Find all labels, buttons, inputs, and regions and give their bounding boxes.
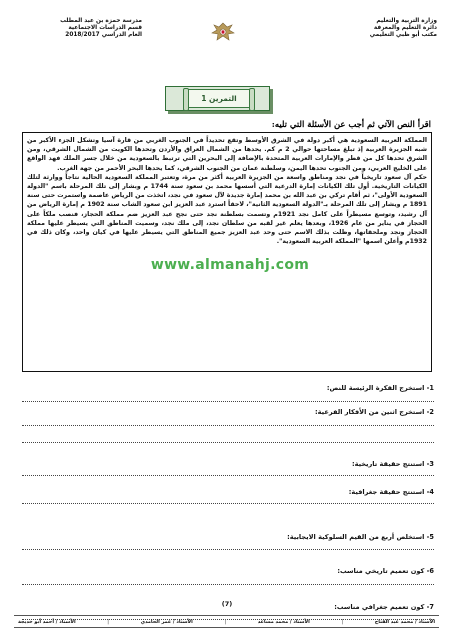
teachers-footer [14, 615, 439, 628]
question-number: 5- [426, 533, 434, 541]
uae-emblem-icon [208, 20, 238, 44]
question-label: كون تعميم تاريخي مناسب: [337, 567, 425, 575]
teacher-name: الأستاذ / محمد عبد الفتاح [374, 618, 435, 625]
answer-line[interactable] [22, 442, 434, 443]
question-text [287, 533, 434, 541]
question-label: استنتج حقيقة تاريخية: [351, 460, 425, 468]
instruction-text: اقرأ النص الآتي ثم أجب عن الأسئلة التي تليه: [271, 119, 431, 129]
academic-year: العام الدراسي 2018/2017 [65, 32, 142, 39]
footer-divider: | [224, 618, 227, 625]
ministry-header [370, 18, 437, 40]
question-text [349, 488, 434, 496]
footer-divider: | [107, 618, 110, 625]
answer-line[interactable] [22, 549, 434, 550]
reading-passage [22, 132, 432, 372]
ministry-name: وزارة التربية والتعليم [376, 18, 437, 24]
question-number: 6- [426, 567, 434, 575]
question-text [327, 384, 434, 392]
question-text [334, 603, 434, 611]
question-number: 3- [426, 460, 434, 468]
page-number: (7) [221, 600, 233, 608]
site-watermark: www.almanahj.com [150, 257, 310, 273]
teacher-name: الأستاذ / عمر الحامدي [140, 618, 193, 625]
passage-paragraph-1: المملكة العربية السعودية هي أكبر دولة في الشرق الأوسط وتقع تحديداً في الجنوب الغربي من قارة آسيا وتشكل الجزء الأكبر من شبه الجزيرة العربية إذ تبلغ مساحتها حوالي 2 م كم. يحدها من الشمال العراق والأردن وتحدها الكويت من الشمال الشرقي، ومن الشرق تحدها كل من قطر والإمارات العربية المتحدة بالإضافة إلى البحرين التي ترتبط بالسعودية من خلال جسر الملك فهد الواقع على الخليج العربي، ومن الجنوب تحدها اليمن، وسلطنة عمان من الجنوب الشرقي، كما يحدها البحر الأحمر من جهة الغرب. [27, 137, 428, 172]
question-label: كون تعميم جغرافي مناسب: [334, 603, 425, 611]
department-name: دائرة التعليم والمعرفة [373, 25, 437, 32]
question-number: 4- [426, 488, 434, 496]
school-name: مدرسة حمزة بن عبد المطلب [60, 18, 142, 24]
question-label: استخرج اثنين من الأفكار الفرعية: [315, 408, 425, 416]
question-number: 1- [426, 384, 434, 392]
question-label: استخرج الفكرة الرئيسة للنص: [326, 384, 425, 392]
answer-line[interactable] [22, 475, 434, 476]
office-name: مكتب أبو ظبي التعليمي [369, 32, 437, 39]
section-name: قسم الدراسات الاجتماعية [68, 25, 142, 32]
answer-line[interactable] [22, 584, 434, 585]
question-text [337, 567, 434, 575]
exercise-label: التمرين 1 [186, 89, 252, 108]
school-header [24, 18, 142, 40]
passage-paragraph-2: حكم آل سعود تاريخياً في نجد ومناطق واسعة من الجزيرة العربية أكثر من مرة، وتعتبر المملكة السعودية الحالية نتاجاً ووارثة لتلك الكيانات التاريخية. أول تلك الكيانات إمارة الدرعية التي أسسها محمد بن سعود سنة 1744 م وبشار إلى تلك المرحلة باسم "الدولة السعودية الأولى"، ثم أقام تركي بن عبد الله بن محمد إمارة جديدة لآل سعود في نجد، اتخذت من الرياض عاصمة واستمرت حتى سنة 1891 م ويشار إلى تلك المرحلة بـ"الدولة السعودية الثانية"، لاحقاً استرد عبد العزيز ابن سعود الشاب سنة 1902 م إمارة الرياض من آل رشيد، وتوسع مسيطراً على كامل نجد 1921م وتسمت بسلطنة نجد حتى نجح عبد العزيز ضم مملكة الحجاز، فنصب ملكاً على الحجاز في يناير من عام 1926، وبعدها يعلم غير لقبه من سلطان نجد، إلى ملك نجد، وسميت المناطق التي يسيطر عليها مملكة الحجاز ونجد وملحقاتها، وظلت بذلك الاسم حتى وحد عبد العزيز جميع المناطق التي يسيطر عليها في كيان واحد، وكان ذلك في 1932م وأعلن اسمها "المملكة العربية السعودية". [27, 173, 427, 246]
question-text [352, 460, 434, 468]
teacher-name: الأستاذ / أحمد أبو خديجة [18, 618, 76, 625]
answer-line[interactable] [22, 401, 434, 402]
question-text [315, 408, 434, 416]
question-number: 2- [426, 408, 434, 416]
teacher-name: الأستاذ / محمد مساعد [257, 618, 310, 625]
question-number: 7- [426, 603, 434, 611]
answer-line[interactable] [22, 503, 434, 504]
question-label: استنتج حقيقة جغرافية: [348, 488, 425, 496]
answer-line[interactable] [22, 425, 434, 426]
footer-divider: | [341, 618, 344, 625]
question-label: استخلص أربع من القيم السلوكية الايجابية: [287, 533, 425, 541]
